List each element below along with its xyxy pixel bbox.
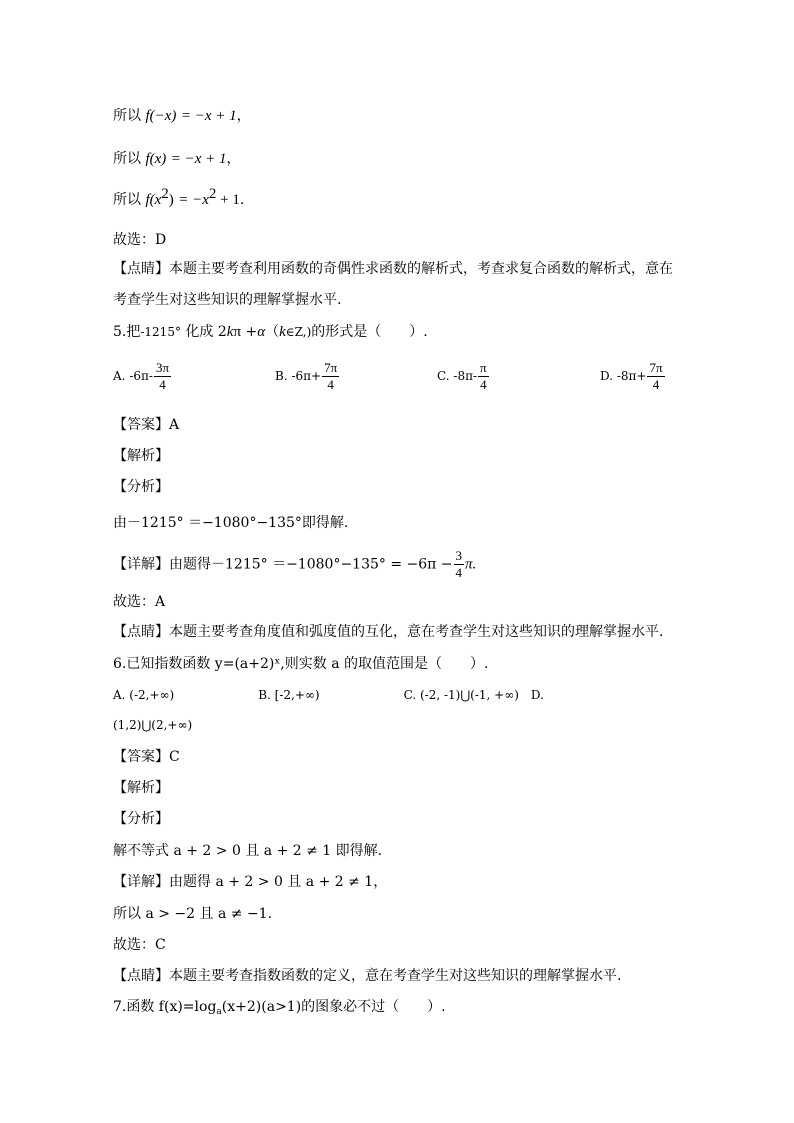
fraction <box>478 360 489 393</box>
math-exponent: 2 <box>208 186 217 202</box>
detail-line <box>113 548 476 584</box>
denominator: 4 <box>480 377 487 392</box>
math-rhs: = −x <box>178 192 209 208</box>
denominator: 4 <box>652 377 660 392</box>
q5-number: 5.把 <box>113 324 141 340</box>
q7-sub: a <box>216 1007 222 1017</box>
denominator: 4 <box>159 377 166 392</box>
q5-alpha: α <box>257 324 266 340</box>
q5-mid: 化成 2 <box>180 324 227 340</box>
math-arg: (x <box>149 192 162 208</box>
text-suoyi: 所以 <box>113 192 141 208</box>
option-expr: -8π+ <box>616 369 647 383</box>
option-expr: -6π- <box>129 369 153 383</box>
comment-line-1: 【点睛】本题主要考查利用函数的奇偶性求函数的解析式，考查求复合函数的解析式，意在 <box>113 261 673 277</box>
line-f-x <box>113 149 241 169</box>
denominator: 4 <box>455 565 463 580</box>
q7-post: (x+2)(a>1)的图象必不过（ ）. <box>221 999 446 1015</box>
option-expr: -8π- <box>453 369 478 383</box>
answer-label: 【答案】A <box>113 417 180 433</box>
question-5-stem <box>113 322 428 342</box>
fraction <box>647 360 664 393</box>
question-7-stem <box>113 997 446 1017</box>
choose-d: 故选：D <box>113 232 167 248</box>
analysis-label: 【解析】 <box>113 780 169 796</box>
math-paren: ) <box>168 192 174 208</box>
option-c[interactable] <box>437 360 490 400</box>
option-label: D. <box>600 369 614 383</box>
option-label: A. <box>113 369 126 383</box>
option-label: C. <box>437 369 450 383</box>
punct: ， <box>226 151 241 167</box>
question-6-stem: 6.已知指数函数 y=(a+2)ˣ,则实数 a 的取值范围是（ ）. <box>113 656 489 672</box>
detail-text: 【详解】由题得－1215° ＝−1080°−135° = −6π − <box>113 556 453 573</box>
option-label: B. <box>275 369 288 383</box>
math-arg: (−x) <box>149 108 177 124</box>
denominator: 4 <box>327 377 334 392</box>
analysis-label: 【解析】 <box>113 448 169 464</box>
fraction <box>454 548 465 581</box>
option-expr: -6π+ <box>291 369 322 383</box>
detail-tail: π. <box>465 556 477 573</box>
math-f: f <box>145 192 150 208</box>
text-suoyi: 所以 <box>113 108 141 124</box>
numerator: 7π <box>324 360 338 375</box>
q5-k2: k <box>279 324 286 340</box>
numerator: 7π <box>649 360 663 375</box>
q7-pre: 7.函数 f(x)=log <box>113 999 217 1015</box>
so-text: 所以 a > −2 且 a ≠ −1. <box>113 906 273 922</box>
q5-tail: 的形式是（ ）. <box>311 324 428 340</box>
math-f: f <box>145 151 150 167</box>
q5-value: -1215° <box>140 325 181 339</box>
math-tail: + 1 <box>216 192 240 208</box>
q5-paren: （ <box>265 324 280 340</box>
option-b[interactable] <box>275 360 340 400</box>
fraction <box>322 360 339 393</box>
q5-pi: π <box>233 324 242 340</box>
choose-a: 故选：A <box>113 594 166 610</box>
fenxi-label: 【分析】 <box>113 479 169 495</box>
q5-in: ∈Z,) <box>285 325 312 339</box>
numerator: π <box>480 360 487 375</box>
fenxi-text: 解不等式 a + 2 > 0 且 a + 2 ≠ 1 即得解. <box>113 843 383 859</box>
q5-plus: + <box>241 324 258 340</box>
option-a[interactable] <box>113 360 172 400</box>
numerator: 3 <box>455 548 463 563</box>
fraction <box>154 360 171 393</box>
math-exponent: 2 <box>161 186 169 202</box>
detail-text: 【详解】由题得 a + 2 > 0 且 a + 2 ≠ 1， <box>113 874 388 890</box>
comment-q5: 【点睛】本题主要考查角度值和弧度值的互化，意在考查学生对这些知识的理解掌握水平. <box>113 624 664 640</box>
punct: . <box>239 192 245 208</box>
text-suoyi: 所以 <box>113 151 141 167</box>
punct: ， <box>236 108 251 124</box>
fenxi-label: 【分析】 <box>113 811 169 827</box>
comment-line-2: 考查学生对这些知识的理解掌握水平. <box>113 292 342 308</box>
q5-k: k <box>226 324 234 340</box>
math-arg: (x) <box>149 151 167 167</box>
answer-label: 【答案】C <box>113 749 180 765</box>
math-f: f <box>145 108 150 124</box>
line-f-neg-x <box>113 106 251 126</box>
choose-c: 故选：C <box>113 937 166 953</box>
fenxi-text: 由－1215° ＝−1080°−135°即得解. <box>113 515 349 531</box>
numerator: 3π <box>155 360 170 375</box>
option-d[interactable] <box>600 360 666 400</box>
comment-q6: 【点睛】本题主要考查指数函数的定义，意在考查学生对这些知识的理解掌握水平. <box>113 968 622 984</box>
math-rhs: = −x + 1 <box>170 151 227 167</box>
line-f-x-squared <box>113 186 245 210</box>
math-rhs: = −x + 1 <box>180 108 237 124</box>
question-6-option-d[interactable]: (1,2)⋃(2,+∞) <box>113 718 193 732</box>
question-6-options[interactable]: A. (-2,+∞) B. [-2,+∞) C. (-2, -1)⋃(-1, +∞) D. <box>113 688 544 702</box>
